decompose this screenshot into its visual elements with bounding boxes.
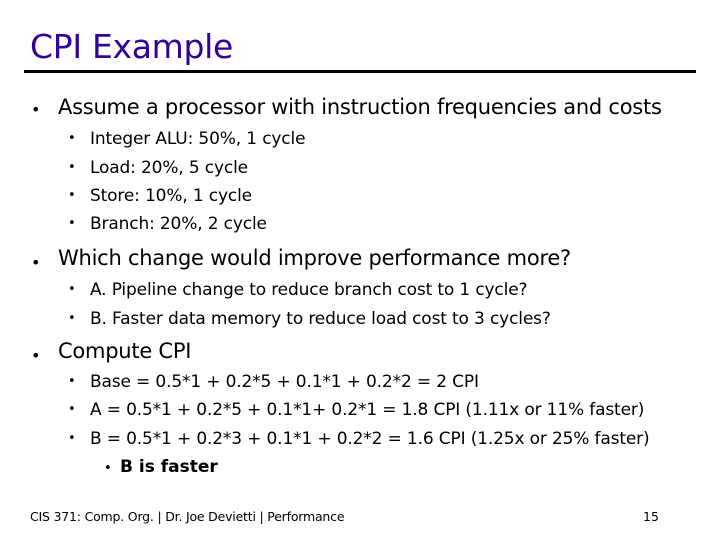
bullet-icon: • (68, 431, 76, 446)
conclusion-text: B is faster (120, 457, 218, 477)
sub-point-1-2: Load: 20%, 5 cycle (90, 158, 248, 178)
bullet-icon: • (68, 160, 76, 175)
bullet-icon: • (68, 282, 76, 297)
bullet-icon: • (68, 216, 76, 231)
bullet-point-1: Assume a processor with instruction frequencies and costs (58, 95, 662, 119)
bullet-point-2: Which change would improve performance more? (58, 246, 571, 270)
bullet-icon: • (68, 311, 76, 326)
bullet-icon: • (104, 461, 112, 476)
sub-point-3-2: A = 0.5*1 + 0.2*5 + 0.1*1+ 0.2*1 = 1.8 CPI (1.11x or 11% faster) (90, 400, 645, 420)
bullet-icon: • (31, 100, 41, 119)
sub-point-1-1: Integer ALU: 50%, 1 cycle (90, 129, 306, 149)
bullet-icon: • (68, 131, 76, 146)
sub-point-3-1: Base = 0.5*1 + 0.2*5 + 0.1*1 + 0.2*2 = 2 CPI (90, 372, 479, 392)
bullet-point-3: Compute CPI (58, 339, 192, 363)
slide-title: CPI Example (30, 27, 234, 66)
bullet-icon: • (31, 346, 41, 365)
sub-point-2-1: A. Pipeline change to reduce branch cost to 1 cycle? (90, 280, 528, 300)
sub-point-3-3: B = 0.5*1 + 0.2*3 + 0.1*1 + 0.2*2 = 1.6 CPI (1.25x or 25% faster) (90, 429, 650, 449)
bullet-icon: • (68, 374, 76, 389)
sub-point-1-4: Branch: 20%, 2 cycle (90, 214, 267, 234)
sub-point-1-3: Store: 10%, 1 cycle (90, 186, 252, 206)
sub-point-2-2: B. Faster data memory to reduce load cost to 3 cycles? (90, 309, 551, 329)
footer-text: CIS 371: Comp. Org. | Dr. Joe Devietti | Performance (30, 509, 345, 524)
page-number: 15 (643, 509, 659, 524)
bullet-icon: • (31, 253, 41, 272)
title-divider (24, 70, 696, 73)
bullet-icon: • (68, 402, 76, 417)
bullet-icon: • (68, 188, 76, 203)
